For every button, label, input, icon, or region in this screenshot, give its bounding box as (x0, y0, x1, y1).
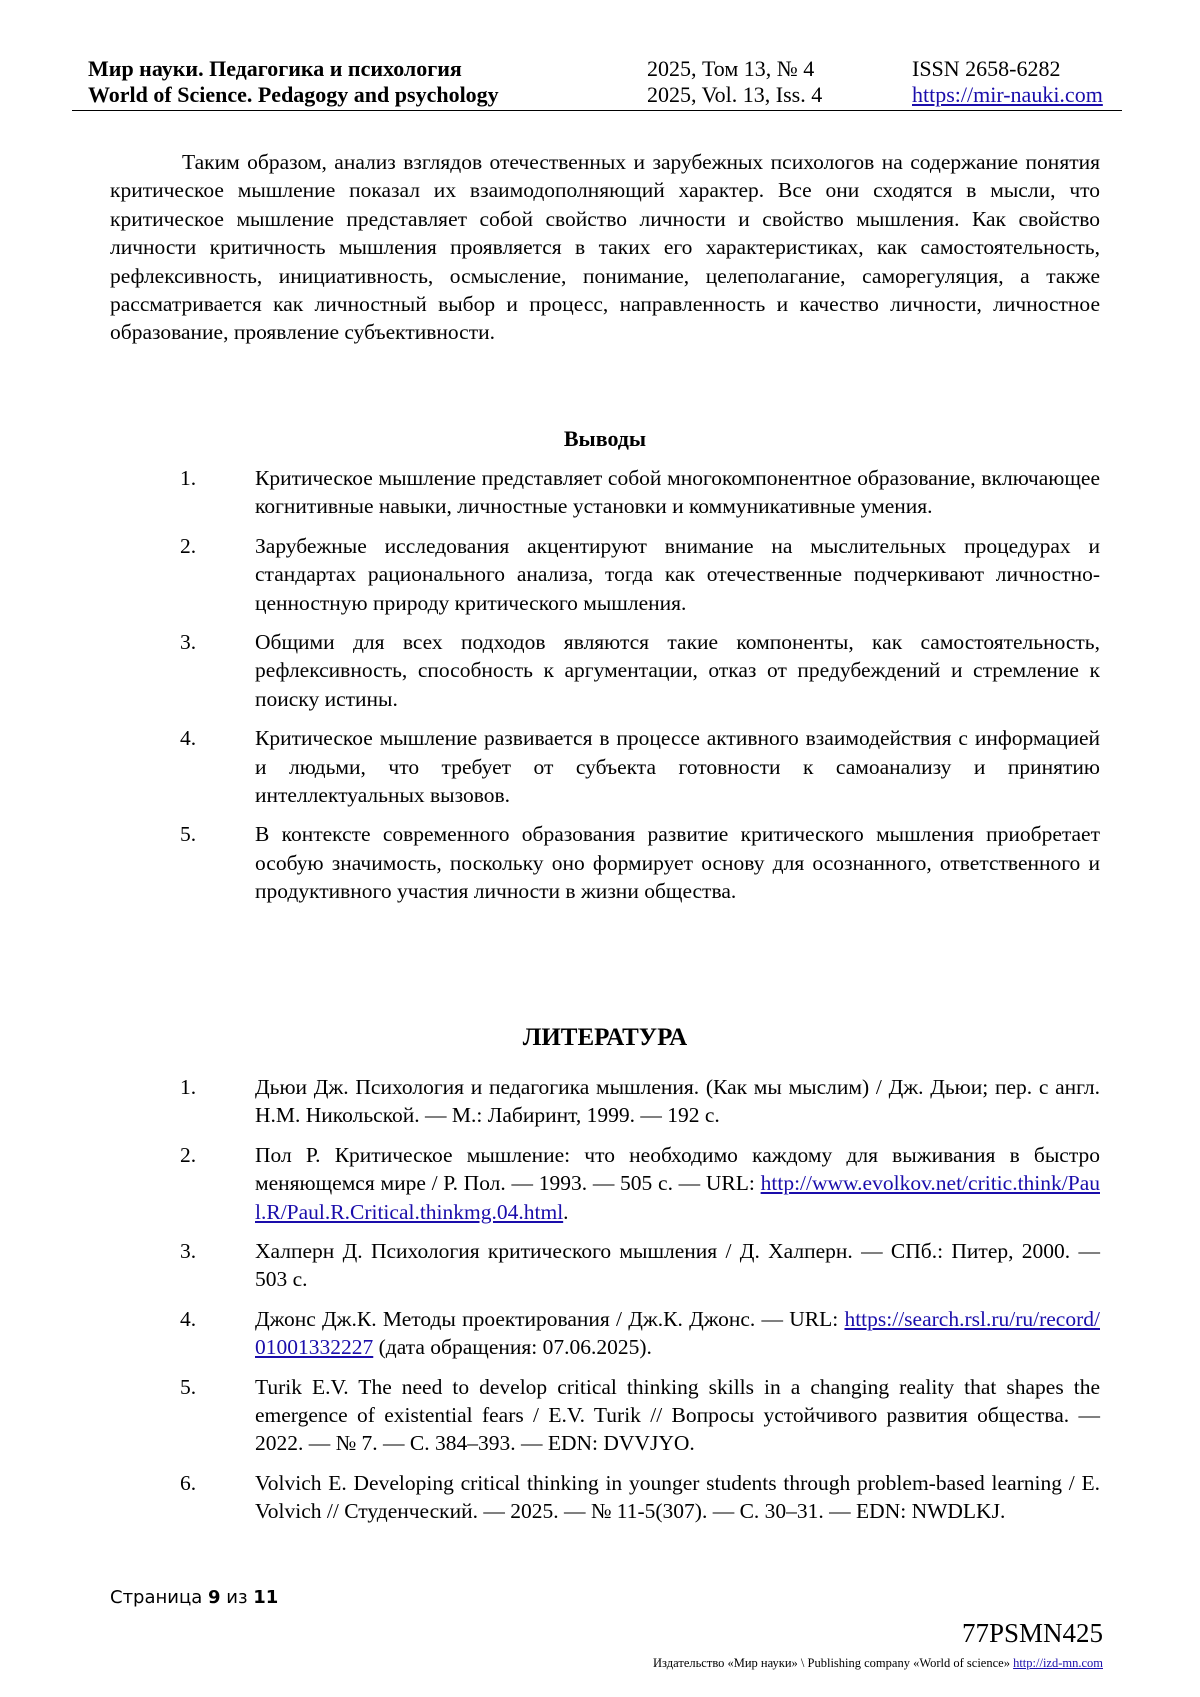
article-code: 77PSMN425 (961, 1618, 1103, 1648)
item-number: 3. (180, 1239, 197, 1264)
item-number: 6. (180, 1470, 197, 1495)
reference-text: Халперн Д. Психология критического мышления / Д. Халперн. — СПб.: Питер, 2000. — 503 с. (255, 1239, 1100, 1292)
reference-link[interactable]: https://search.rsl.ru/ru/record/01001332227 (255, 1306, 1100, 1360)
item-number: 1. (180, 466, 197, 490)
page-of: из (226, 1587, 248, 1608)
publisher-line (653, 1656, 1103, 1671)
item-number: 5. (180, 822, 197, 847)
item-number: 2. (180, 533, 197, 558)
reference-text-after: (дата обращения: 07.06.2025). (373, 1335, 652, 1360)
reference-text: Volvich E. Developing critical thinking in younger students through problem-based learning / E. Volvich // Студенческий. — 2025. — № 11-5(307). — С. 30–31. — EDN: NWDLKJ. (255, 1470, 1100, 1524)
reference-text: Дьюи Дж. Психология и педагогика мышления. (Как мы мыслим) / Дж. Дьюи; пер. с англ. Н.М. Никольской. — М.: Лабиринт, 1999. — 192 с. (255, 1075, 1100, 1128)
item-number: 1. (180, 1075, 197, 1099)
item-text: Критическое мышление представляет собой многокомпонентное образование, включающее когнитивные навыки, личностные установки и коммуникативные умения. (255, 466, 1100, 519)
page-counter (110, 1587, 278, 1608)
reference-item (180, 1305, 1100, 1362)
reference-item (180, 1373, 1100, 1458)
list-item (180, 532, 1100, 617)
journal-title-ru: Мир науки. Педагогика и психология (88, 56, 462, 81)
journal-site-link[interactable]: https://mir-nauki.com (912, 82, 1103, 107)
page-total: 11 (253, 1587, 279, 1608)
issue-en: 2025, Vol. 13, Iss. 4 (647, 82, 823, 107)
reference-item (180, 1469, 1100, 1526)
item-text: Зарубежные исследования акцентируют внимание на мыслительных процедурах и стандартах рационального анализа, тогда как отечественные подчеркивают личностно-ценностную природу критического мышления. (255, 533, 1100, 615)
reference-text: Turik E.V. The need to develop critical thinking skills in a changing reality that shapes the emergence of existential fears / E.V. Turik // Вопросы устойчивого развития общества. — 2022. — № 7. — С. 384–393. — EDN: DVVJYO. (255, 1374, 1100, 1456)
list-item (180, 820, 1100, 905)
reference-text: Пол Р. Критическое мышление: что необходимо каждому для выживания в быстро меняющемся мире / Р. Пол. — 1993. — 505 с. — URL: (255, 1142, 1100, 1196)
issn: ISSN 2658-6282 (912, 56, 1061, 81)
references-list (180, 1073, 1100, 1537)
reference-item (180, 1237, 1100, 1294)
reference-text-after: . (563, 1199, 569, 1224)
list-item (180, 628, 1100, 713)
page-header (72, 50, 1122, 111)
item-number: 3. (180, 630, 197, 655)
reference-link[interactable]: http://www.evolkov.net/critic.think/Paul.R/Paul.R.Critical.thinkmg.04.html (255, 1171, 1100, 1224)
item-number: 2. (180, 1142, 197, 1167)
references-title: ЛИТЕРАТУРА (522, 1024, 688, 1051)
item-number: 4. (180, 726, 197, 751)
reference-item (180, 1073, 1100, 1130)
page-label: Страница (110, 1587, 203, 1608)
item-text: Критическое мышление развивается в процессе активного взаимодействия с информацией и людьми, что требует от субъекта готовности к самоанализу и принятию интеллектуальных вызовов. (255, 726, 1100, 808)
item-text: Общими для всех подходов являются такие компоненты, как самостоятельность, рефлексивность, способность к аргументации, отказ от предубеждений и стремление к поиску истины. (255, 630, 1100, 711)
body-paragraph: Таким образом, анализ взглядов отечественных и зарубежных психологов на содержание понятия критическое мышление показал их взаимодополняющий характер. Все они сходятся в мысли, что критическое мышление представляет собой свойство личности и свойство мышления. Как свойство личности критичность мышления проявляется в таких его характеристиках, как самостоятельность, рефлексивность, инициативность, осмысление, понимание, целеполагание, саморегуляция, а также рассматривается как личностный выбор и процесс, направленность и качество личности, личностное образование, проявление субъективности. (110, 150, 1100, 345)
list-item (180, 724, 1100, 809)
reference-item (180, 1141, 1100, 1226)
conclusions-title: Выводы (563, 426, 647, 451)
journal-title-en: World of Science. Pedagogy and psychology (88, 82, 499, 107)
item-text: В контексте современного образования развитие критического мышления приобретает особую значимость, поскольку оно формирует основу для осознанного, ответственного и продуктивного участия личности в жизни общества. (255, 822, 1100, 904)
list-item (180, 464, 1100, 521)
publisher-name: Издательство «Мир науки» \ Publishing company «World of science» (653, 1656, 1010, 1670)
publisher-link[interactable]: http://izd-mn.com (1013, 1656, 1103, 1670)
reference-text: Джонс Дж.К. Методы проектирования / Дж.К. Джонс. — URL: (255, 1306, 845, 1331)
conclusions-list (180, 464, 1100, 917)
page-current: 9 (208, 1587, 221, 1608)
item-number: 4. (180, 1306, 197, 1331)
issue-ru: 2025, Том 13, № 4 (647, 56, 815, 81)
item-number: 5. (180, 1374, 197, 1399)
